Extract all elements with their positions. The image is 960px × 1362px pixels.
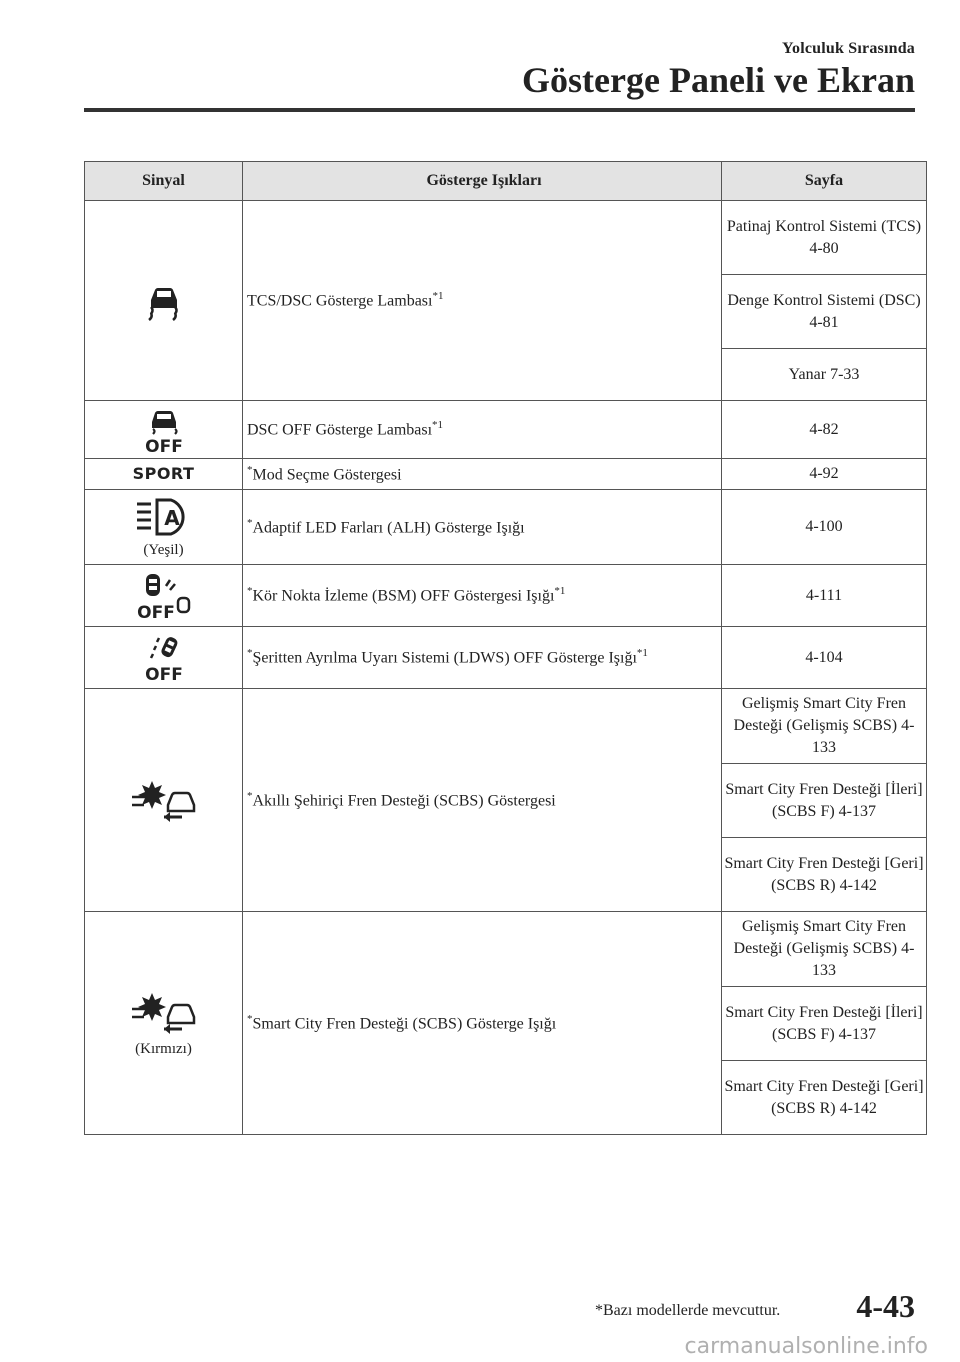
- signal-cell: [85, 401, 243, 459]
- light-name-cell: [243, 490, 722, 565]
- light-name: Kör Nokta İzleme (BSM) OFF Göstergesi Işığı: [252, 587, 555, 605]
- table-row: [85, 689, 927, 764]
- availability-mark: *: [247, 789, 253, 802]
- page-cell: 4-82: [722, 401, 927, 459]
- footnote-mark: *1: [554, 585, 566, 598]
- table-row: [85, 201, 927, 275]
- page-cell: 4-92: [722, 459, 927, 490]
- adaptive-headlight-icon: [133, 496, 195, 538]
- page-cell: Smart City Fren Desteği [İleri] (SCBS F) 4-137: [722, 764, 927, 838]
- table-header-row: [85, 162, 927, 201]
- signal-cell: [85, 459, 243, 490]
- page-title: Gösterge Paneli ve Ekran: [522, 60, 915, 100]
- light-name: DSC OFF Gösterge Lambası: [247, 421, 433, 439]
- page-cell: Gelişmiş Smart City Fren Desteği (Gelişmiş SCBS) 4-133: [722, 912, 927, 987]
- availability-mark: *: [247, 1012, 253, 1025]
- sport-indicator: SPORT: [132, 464, 195, 483]
- page-cell: Patinaj Kontrol Sistemi (TCS) 4-80: [722, 201, 927, 275]
- lane-departure-off-icon: [139, 634, 189, 682]
- light-name: Adaptif LED Farları (ALH) Gösterge Işığı: [252, 519, 525, 537]
- blind-spot-off-icon: [134, 572, 194, 620]
- page-cell: 4-111: [722, 565, 927, 627]
- light-name-cell: [243, 459, 722, 490]
- off-text: OFF: [144, 664, 183, 682]
- header-rule: [84, 108, 915, 112]
- light-name-cell: [243, 201, 722, 401]
- light-name: Şeritten Ayrılma Uyarı Sistemi (LDWS) OFF Gösterge Işığı: [252, 649, 637, 667]
- signal-cell: [85, 627, 243, 689]
- indicator-table: [84, 161, 927, 1135]
- signal-cell: [85, 689, 243, 912]
- col-header-page: Sayfa: [722, 162, 927, 201]
- table-row: [85, 490, 927, 565]
- signal-cell: [85, 490, 243, 565]
- light-name: Mod Seçme Göstergesi: [252, 466, 402, 484]
- footnote-mark: *1: [432, 290, 444, 303]
- scbs-warning-icon: [128, 989, 200, 1035]
- page-cell: Gelişmiş Smart City Fren Desteği (Gelişmiş SCBS) 4-133: [722, 689, 927, 764]
- availability-mark: *: [247, 585, 253, 598]
- light-name: Smart City Fren Desteği (SCBS) Gösterge Işığı: [252, 1015, 557, 1033]
- light-name-cell: [243, 689, 722, 912]
- page-header: [522, 40, 915, 102]
- page-cell: 4-104: [722, 627, 927, 689]
- signal-cell: [85, 201, 243, 401]
- car-skid-icon: [141, 278, 187, 324]
- off-text: OFF: [136, 602, 175, 620]
- col-header-signal: Sinyal: [85, 162, 243, 201]
- page-number: 4-43: [856, 1288, 915, 1324]
- off-text: OFF: [144, 436, 183, 454]
- col-header-lights: Gösterge Işıkları: [243, 162, 722, 201]
- footnote: *Bazı modellerde mevcuttur.: [595, 1302, 781, 1319]
- scbs-icon: [128, 777, 200, 823]
- light-name: Akıllı Şehiriçi Fren Desteği (SCBS) Göstergesi: [252, 792, 556, 810]
- table-row: [85, 459, 927, 490]
- table-row: [85, 401, 927, 459]
- availability-mark: *: [247, 463, 253, 476]
- watermark: carmanualsonline.info: [684, 1334, 928, 1359]
- availability-mark: *: [247, 647, 253, 660]
- page-cell: Smart City Fren Desteği [Geri] (SCBS R) 4-142: [722, 838, 927, 912]
- light-name-cell: [243, 912, 722, 1135]
- section-name: Yolculuk Sırasında: [782, 40, 915, 57]
- table-row: [85, 912, 927, 987]
- light-name-cell: [243, 627, 722, 689]
- footnote-mark: *1: [636, 647, 648, 660]
- page-cell: Yanar 7-33: [722, 349, 927, 401]
- signal-cell: [85, 912, 243, 1135]
- color-note: (Yeşil): [143, 541, 184, 558]
- table-row: [85, 627, 927, 689]
- page-cell: Denge Kontrol Sistemi (DSC) 4-81: [722, 275, 927, 349]
- letter-a: A: [163, 505, 180, 530]
- light-name-cell: [243, 401, 722, 459]
- page-cell: Smart City Fren Desteği [Geri] (SCBS R) 4-142: [722, 1061, 927, 1135]
- availability-mark: *: [247, 516, 253, 529]
- color-note: (Kırmızı): [135, 1040, 192, 1057]
- footnote-mark: *1: [432, 419, 444, 432]
- table-row: [85, 565, 927, 627]
- page-cell: 4-100: [722, 490, 927, 565]
- page-cell: Smart City Fren Desteği [İleri] (SCBS F) 4-137: [722, 987, 927, 1061]
- light-name: TCS/DSC Gösterge Lambası: [247, 292, 433, 310]
- signal-cell: [85, 565, 243, 627]
- light-name-cell: [243, 565, 722, 627]
- car-skid-off-icon: [136, 406, 192, 454]
